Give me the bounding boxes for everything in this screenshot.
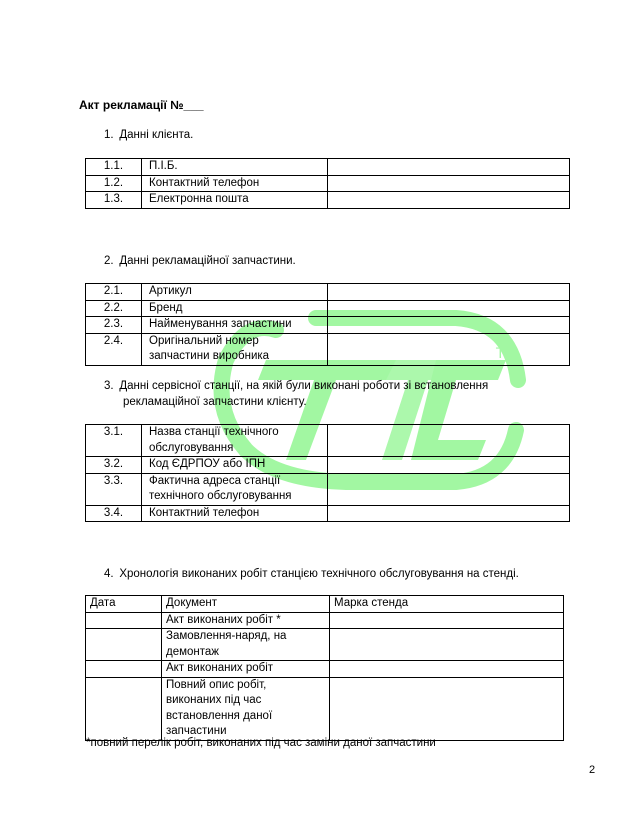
row-label: Контактний телефон bbox=[142, 505, 328, 522]
row-label: Код ЄДРПОУ або ІПН bbox=[142, 457, 328, 474]
row-mark[interactable] bbox=[330, 612, 564, 629]
row-number: 3.4. bbox=[86, 505, 142, 522]
row-number: 1.2. bbox=[86, 175, 142, 192]
row-number: 1.1. bbox=[86, 159, 142, 176]
row-label-line: Назва станції технічного bbox=[149, 426, 279, 438]
table-row bbox=[86, 284, 570, 301]
table-row bbox=[86, 457, 570, 474]
table-row bbox=[86, 505, 570, 522]
row-number: 2.1. bbox=[86, 284, 142, 301]
table-row bbox=[86, 317, 570, 334]
section4-heading: 4. Хронологія виконаних робіт станцією технічного обслуговування на стенді. bbox=[104, 568, 519, 580]
table-row bbox=[86, 661, 564, 678]
table-row bbox=[86, 425, 570, 457]
row-value[interactable] bbox=[328, 284, 570, 301]
section3-heading bbox=[104, 378, 488, 410]
row-value[interactable] bbox=[328, 457, 570, 474]
table-row bbox=[86, 629, 564, 661]
row-number: 3.1. bbox=[86, 425, 142, 457]
column-header-date: Дата bbox=[86, 596, 162, 613]
row-label: Бренд bbox=[142, 300, 328, 317]
table-row bbox=[86, 192, 570, 209]
chronology-table bbox=[85, 595, 564, 741]
row-document-line: Повний опис робіт, bbox=[166, 678, 267, 691]
row-date[interactable] bbox=[86, 612, 162, 629]
row-number: 2.3. bbox=[86, 317, 142, 334]
row-label: П.І.Б. bbox=[142, 159, 328, 176]
row-label-line: технічного обслуговування bbox=[149, 490, 292, 502]
page-number: 2 bbox=[589, 764, 596, 776]
row-number: 2.4. bbox=[86, 333, 142, 365]
table-row bbox=[86, 612, 564, 629]
row-document bbox=[162, 677, 330, 740]
table-row bbox=[86, 159, 570, 176]
row-label bbox=[142, 425, 328, 457]
row-document bbox=[162, 629, 330, 661]
row-label bbox=[142, 333, 328, 365]
row-label: Контактний телефон bbox=[142, 175, 328, 192]
row-number: 3.2. bbox=[86, 457, 142, 474]
table-row bbox=[86, 473, 570, 505]
row-mark[interactable] bbox=[330, 661, 564, 678]
section3-heading-line: 3. Данні сервісної станції, на якій були виконані роботи зі встановлення bbox=[104, 380, 489, 392]
table-header-row bbox=[86, 596, 564, 613]
column-header-document: Документ bbox=[162, 596, 330, 613]
column-header-mark: Марка стенда bbox=[330, 596, 564, 613]
row-value[interactable] bbox=[328, 333, 570, 365]
footnote: *повний перелік робіт, виконаних під час заміни даної запчастини bbox=[86, 737, 436, 749]
row-value[interactable] bbox=[328, 425, 570, 457]
row-document-line: Акт виконаних робіт bbox=[166, 662, 274, 674]
row-document-line: Замовлення-наряд, на bbox=[166, 630, 287, 642]
row-value[interactable] bbox=[328, 192, 570, 209]
row-label-line: Оригінальний номер bbox=[149, 334, 259, 347]
row-date[interactable] bbox=[86, 629, 162, 661]
section2-heading: 2. Данні рекламаційної запчастини. bbox=[104, 255, 296, 267]
row-document-line: Акт виконаних робіт * bbox=[166, 613, 281, 626]
row-value[interactable] bbox=[328, 473, 570, 505]
svg-text:TM: TM bbox=[496, 346, 517, 362]
row-label-line: запчастини виробника bbox=[149, 350, 270, 362]
row-label: Електронна пошта bbox=[142, 192, 328, 209]
row-value[interactable] bbox=[328, 505, 570, 522]
row-document bbox=[162, 661, 330, 678]
row-document bbox=[162, 612, 330, 629]
row-number: 2.2. bbox=[86, 300, 142, 317]
row-label-line: Фактична адреса станції bbox=[149, 474, 281, 487]
row-document-line: запчастини bbox=[166, 725, 227, 737]
row-label bbox=[142, 473, 328, 505]
row-number: 3.3. bbox=[86, 473, 142, 505]
section1-heading: 1. Данні клієнта. bbox=[104, 129, 194, 141]
row-value[interactable] bbox=[328, 300, 570, 317]
table-row bbox=[86, 677, 564, 740]
row-document-line: виконаних під час bbox=[166, 694, 262, 706]
row-document-line: демонтаж bbox=[166, 645, 219, 658]
table-row bbox=[86, 333, 570, 365]
part-data-table bbox=[85, 283, 570, 366]
row-label-line: обслуговування bbox=[149, 441, 234, 454]
row-value[interactable] bbox=[328, 175, 570, 192]
row-number: 1.3. bbox=[86, 192, 142, 209]
table-row bbox=[86, 175, 570, 192]
row-date[interactable] bbox=[86, 677, 162, 740]
row-value[interactable] bbox=[328, 159, 570, 176]
row-document-line: встановлення даної bbox=[166, 709, 273, 722]
row-value[interactable] bbox=[328, 317, 570, 334]
row-label: Артикул bbox=[142, 284, 328, 301]
row-mark[interactable] bbox=[330, 629, 564, 661]
client-data-table bbox=[85, 158, 570, 209]
row-label: Найменування запчастини bbox=[142, 317, 328, 334]
row-mark[interactable] bbox=[330, 677, 564, 740]
section3-heading-line: рекламаційної запчастини клієнту. bbox=[123, 396, 307, 408]
table-row bbox=[86, 300, 570, 317]
station-data-table bbox=[85, 424, 570, 522]
row-date[interactable] bbox=[86, 661, 162, 678]
document-title: Акт рекламації №___ bbox=[79, 98, 204, 112]
